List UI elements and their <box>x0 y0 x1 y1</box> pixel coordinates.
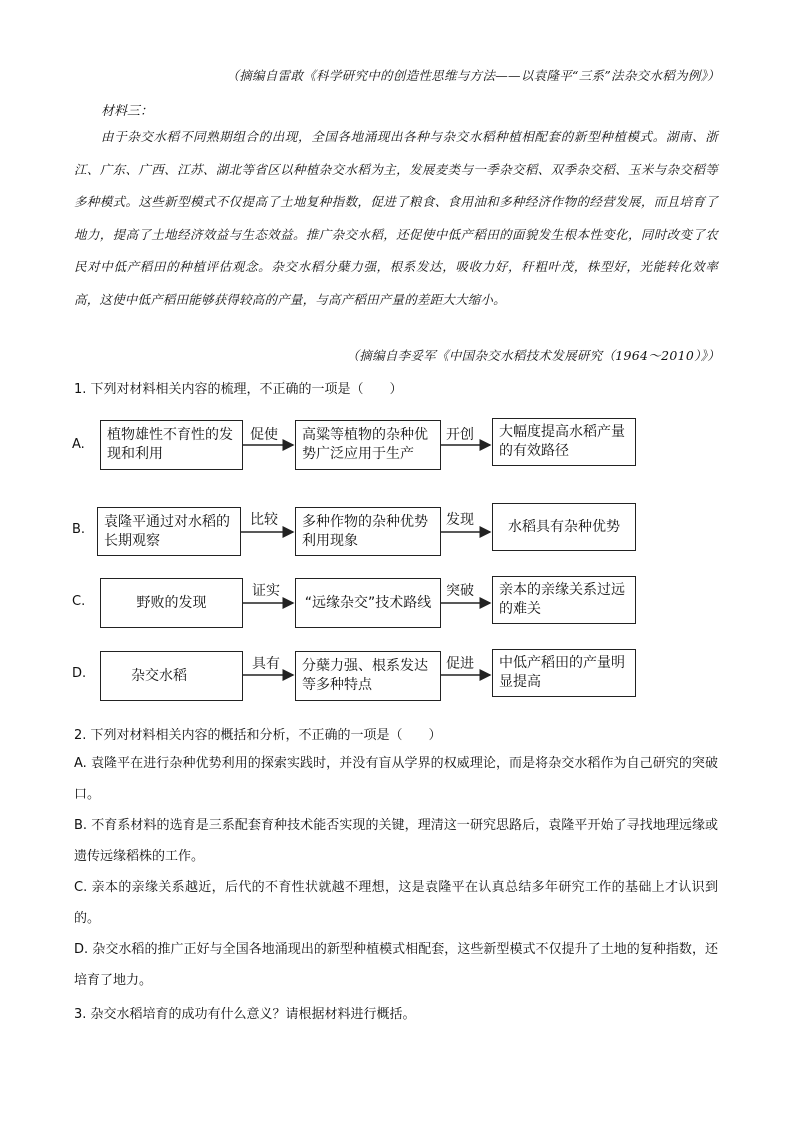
question-3: 3. 杂交水稻培育的成功有什么意义？请根据材料进行概括。 <box>74 1007 416 1022</box>
row-c-box-2: “远缘杂交”技术路线 <box>295 578 441 628</box>
material-3-text: 由于杂交水稻不同熟期组合的出现，全国各地涌现出各种与杂交水稻种植相配套的新型种植模式。湖南、浙江、广东、广西、江苏、湖北等省区以种植杂交水稻为主，发展麦类与一季杂交稻、双季杂交稻、玉米与杂交稻等多种模式。这些新型模式不仅提高了土地复种指数，促进了粮食、食用油和多种经济作物的经营发展，而且培育了地力，提高了土地经济效益与生态效益。推广杂交水稻，还促使中低产稻田的面貌发生根本性变化，同时改变了农民对中低产稻田的种植评估观念。杂交水稻分蘖力强，根系发达，吸收力好，秆粗叶茂，株型好，光能转化效率高，这使中低产稻田能够获得较高的产量，与高产稻田产量的差距大大缩小。 <box>74 129 718 307</box>
q2-option-d: D. 杂交水稻的推广正好与全国各地涌现出的新型种植模式相配套，这些新型模式不仅提升了土地的复种指数，还培育了地力。 <box>74 942 718 988</box>
row-a-box-3: 大幅度提高水稻产量的有效路径 <box>492 418 636 466</box>
q2-option-a: A. 袁隆平在进行杂种优势利用的探索实践时，并没有盲从学界的权威理论，而是将杂交水稻作为自己研究的突破口。 <box>74 756 718 802</box>
material-3-label: 材料三： <box>101 104 154 119</box>
row-letter-d: D. <box>72 666 87 681</box>
row-b-box-2: 多种作物的杂种优势利用现象 <box>295 507 441 556</box>
row-a-arrow-label-2: 开创 <box>446 427 474 443</box>
source-citation-2: （摘编自李妥军《中国杂交水稻技术发展研究（1964～2010）》） <box>346 348 720 363</box>
question-2: 2. 下列对材料相关内容的概括和分析，不正确的一项是（ ） <box>74 728 442 743</box>
row-letter-b: B. <box>72 522 86 537</box>
row-d-box-2: 分蘖力强、根系发达等多种特点 <box>295 651 441 701</box>
source-citation-1: （摘编自雷敢《科学研究中的创造性思维与方法——以袁隆平“三系”法杂交水稻为例》） <box>226 68 720 83</box>
row-letter-c: C. <box>72 594 86 609</box>
row-d-arrow-label-2: 促进 <box>446 656 474 672</box>
row-b-arrow-label-2: 发现 <box>446 512 474 528</box>
row-b-arrow-label-1: 比较 <box>250 512 278 528</box>
row-a-box-2: 高粱等植物的杂种优势广泛应用于生产 <box>295 420 441 470</box>
row-d-box-3: 中低产稻田的产量明显提高 <box>492 649 636 697</box>
row-b-box-1: 袁隆平通过对水稻的长期观察 <box>97 507 241 556</box>
row-a-box-1: 植物雄性不育性的发现和利用 <box>100 420 243 470</box>
row-d-box-1: 杂交水稻 <box>100 651 243 701</box>
row-c-arrow-label-2: 突破 <box>446 583 474 599</box>
row-letter-a: A. <box>72 437 85 452</box>
q2-option-b: B. 不育系材料的选育是三系配套育种技术能否实现的关键，理清这一研究思路后，袁隆平开始了寻找地理远缘或遗传远缘稻株的工作。 <box>74 818 718 864</box>
row-b-box-3: 水稻具有杂种优势 <box>492 503 636 551</box>
row-d-arrow-label-1: 具有 <box>252 656 280 672</box>
question-1: 1. 下列对材料相关内容的梳理，不正确的一项是（ ） <box>74 382 403 397</box>
row-c-arrow-label-1: 证实 <box>252 583 280 599</box>
row-c-box-1: 野败的发现 <box>100 578 243 628</box>
row-c-box-3: 亲本的亲缘关系过远的难关 <box>492 576 636 624</box>
q2-option-c: C. 亲本的亲缘关系越近，后代的不育性状就越不理想，这是袁隆平在认真总结多年研究工作的基础上才认识到的。 <box>74 880 718 926</box>
row-a-arrow-label-1: 促使 <box>250 427 278 443</box>
